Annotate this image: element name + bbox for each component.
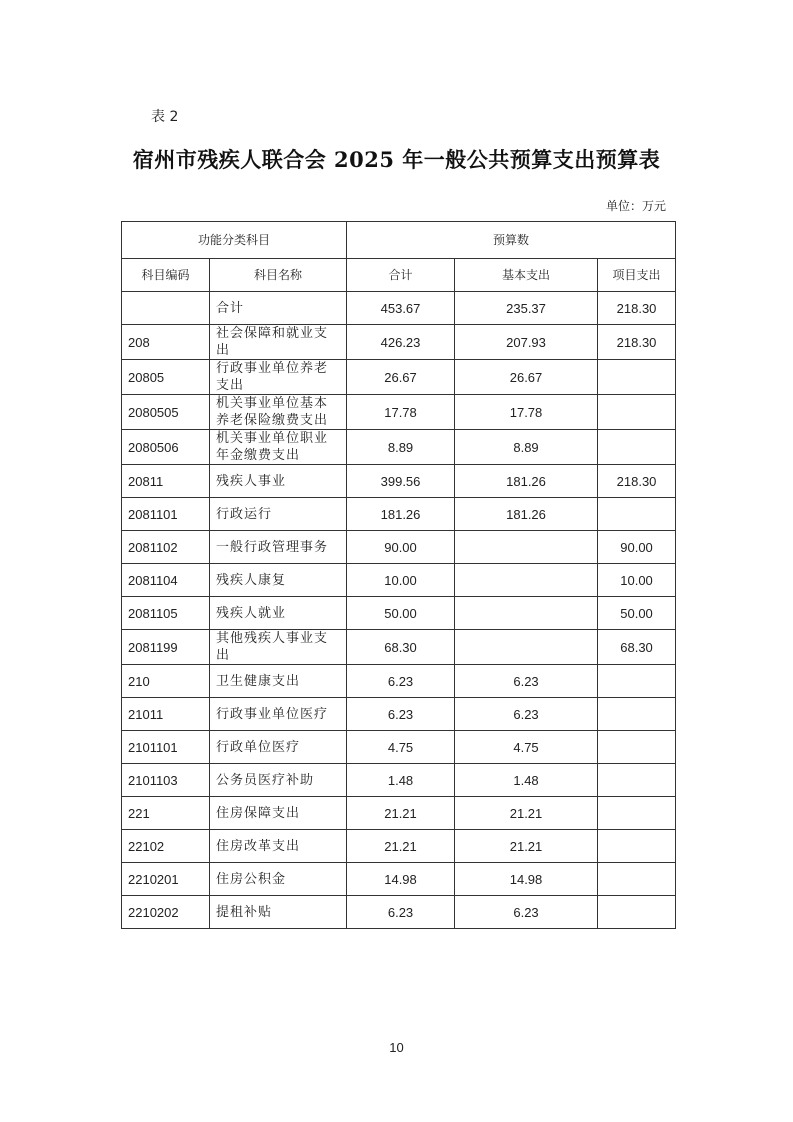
cell-subject-code: 22102	[122, 830, 210, 863]
cell-total: 426.23	[347, 325, 455, 360]
cell-subject-code: 2081102	[122, 531, 210, 564]
cell-total: 21.21	[347, 830, 455, 863]
cell-subject-name: 残疾人康复	[210, 564, 347, 597]
cell-subject-name: 行政事业单位养老支出	[210, 360, 347, 395]
cell-basic-expenditure: 6.23	[455, 665, 598, 698]
cell-subject-name: 住房保障支出	[210, 797, 347, 830]
column-header-row	[122, 259, 676, 292]
header-basic-expenditure: 基本支出	[455, 259, 598, 292]
cell-subject-code: 210	[122, 665, 210, 698]
table-row	[122, 292, 676, 325]
header-total: 合计	[347, 259, 455, 292]
cell-subject-code	[122, 292, 210, 325]
header-functional-category: 功能分类科目	[122, 222, 347, 259]
cell-total: 21.21	[347, 797, 455, 830]
cell-subject-name: 住房改革支出	[210, 830, 347, 863]
cell-total: 90.00	[347, 531, 455, 564]
cell-total: 14.98	[347, 863, 455, 896]
cell-project-expenditure	[598, 797, 676, 830]
cell-basic-expenditure	[455, 630, 598, 665]
cell-project-expenditure	[598, 896, 676, 929]
table-row	[122, 465, 676, 498]
cell-project-expenditure	[598, 698, 676, 731]
cell-subject-code: 2210202	[122, 896, 210, 929]
cell-subject-name: 住房公积金	[210, 863, 347, 896]
cell-subject-name: 机关事业单位职业年金缴费支出	[210, 430, 347, 465]
cell-total: 50.00	[347, 597, 455, 630]
cell-project-expenditure	[598, 430, 676, 465]
cell-project-expenditure	[598, 764, 676, 797]
cell-basic-expenditure: 207.93	[455, 325, 598, 360]
budget-table	[121, 221, 676, 929]
cell-subject-code: 20811	[122, 465, 210, 498]
document-title: 宿州市残疾人联合会 2025 年一般公共预算支出预算表	[132, 147, 661, 172]
header-subject-code: 科目编码	[122, 259, 210, 292]
cell-basic-expenditure: 6.23	[455, 698, 598, 731]
group-header-row	[122, 222, 676, 259]
cell-project-expenditure: 218.30	[598, 465, 676, 498]
table-row	[122, 360, 676, 395]
cell-total: 1.48	[347, 764, 455, 797]
cell-total: 181.26	[347, 498, 455, 531]
cell-project-expenditure	[598, 863, 676, 896]
cell-subject-code: 221	[122, 797, 210, 830]
cell-total: 399.56	[347, 465, 455, 498]
cell-basic-expenditure: 14.98	[455, 863, 598, 896]
cell-basic-expenditure: 8.89	[455, 430, 598, 465]
cell-total: 26.67	[347, 360, 455, 395]
cell-basic-expenditure	[455, 531, 598, 564]
cell-basic-expenditure: 181.26	[455, 465, 598, 498]
cell-project-expenditure	[598, 360, 676, 395]
cell-total: 8.89	[347, 430, 455, 465]
table-row	[122, 395, 676, 430]
cell-basic-expenditure: 21.21	[455, 830, 598, 863]
cell-subject-name: 行政事业单位医疗	[210, 698, 347, 731]
cell-subject-code: 2081101	[122, 498, 210, 531]
cell-project-expenditure	[598, 395, 676, 430]
cell-project-expenditure	[598, 731, 676, 764]
cell-subject-name: 其他残疾人事业支出	[210, 630, 347, 665]
table-row	[122, 564, 676, 597]
cell-total: 68.30	[347, 630, 455, 665]
table-row	[122, 830, 676, 863]
cell-subject-code: 2081105	[122, 597, 210, 630]
table-row	[122, 698, 676, 731]
unit-note: 单位：万元	[605, 199, 666, 213]
table-row	[122, 797, 676, 830]
table-row	[122, 731, 676, 764]
cell-project-expenditure	[598, 830, 676, 863]
cell-subject-name: 社会保障和就业支出	[210, 325, 347, 360]
cell-subject-name: 残疾人就业	[210, 597, 347, 630]
cell-project-expenditure: 90.00	[598, 531, 676, 564]
table-row	[122, 764, 676, 797]
cell-project-expenditure: 218.30	[598, 325, 676, 360]
cell-total: 6.23	[347, 896, 455, 929]
cell-project-expenditure: 50.00	[598, 597, 676, 630]
cell-basic-expenditure: 26.67	[455, 360, 598, 395]
cell-project-expenditure: 10.00	[598, 564, 676, 597]
header-budget-amount: 预算数	[347, 222, 676, 259]
cell-subject-name: 合计	[210, 292, 347, 325]
cell-subject-name: 行政单位医疗	[210, 731, 347, 764]
cell-subject-code: 2080506	[122, 430, 210, 465]
cell-basic-expenditure: 21.21	[455, 797, 598, 830]
cell-basic-expenditure	[455, 564, 598, 597]
cell-basic-expenditure: 235.37	[455, 292, 598, 325]
cell-basic-expenditure	[455, 597, 598, 630]
cell-subject-name: 一般行政管理事务	[210, 531, 347, 564]
cell-project-expenditure: 68.30	[598, 630, 676, 665]
header-subject-name: 科目名称	[210, 259, 347, 292]
cell-subject-name: 卫生健康支出	[210, 665, 347, 698]
cell-basic-expenditure: 6.23	[455, 896, 598, 929]
cell-subject-code: 2101101	[122, 731, 210, 764]
cell-subject-name: 公务员医疗补助	[210, 764, 347, 797]
cell-basic-expenditure: 1.48	[455, 764, 598, 797]
cell-total: 6.23	[347, 665, 455, 698]
cell-subject-name: 机关事业单位基本养老保险缴费支出	[210, 395, 347, 430]
cell-subject-code: 208	[122, 325, 210, 360]
header-project-expenditure: 项目支出	[598, 259, 676, 292]
table-row	[122, 863, 676, 896]
cell-subject-name: 残疾人事业	[210, 465, 347, 498]
cell-total: 10.00	[347, 564, 455, 597]
cell-basic-expenditure: 181.26	[455, 498, 598, 531]
table-row	[122, 325, 676, 360]
table-row	[122, 630, 676, 665]
cell-total: 6.23	[347, 698, 455, 731]
cell-basic-expenditure: 17.78	[455, 395, 598, 430]
cell-total: 4.75	[347, 731, 455, 764]
cell-subject-code: 2080505	[122, 395, 210, 430]
cell-subject-code: 2210201	[122, 863, 210, 896]
table-row	[122, 597, 676, 630]
table-row	[122, 665, 676, 698]
cell-subject-name: 提租补贴	[210, 896, 347, 929]
table-label: 表 2	[151, 109, 179, 125]
cell-subject-code: 20805	[122, 360, 210, 395]
cell-subject-name: 行政运行	[210, 498, 347, 531]
cell-project-expenditure: 218.30	[598, 292, 676, 325]
cell-subject-code: 2081199	[122, 630, 210, 665]
table-row	[122, 430, 676, 465]
cell-project-expenditure	[598, 665, 676, 698]
cell-subject-code: 2101103	[122, 764, 210, 797]
cell-basic-expenditure: 4.75	[455, 731, 598, 764]
page-number: 10	[389, 1040, 404, 1055]
cell-project-expenditure	[598, 498, 676, 531]
cell-total: 453.67	[347, 292, 455, 325]
table-row	[122, 531, 676, 564]
table-row	[122, 896, 676, 929]
cell-subject-code: 2081104	[122, 564, 210, 597]
cell-subject-code: 21011	[122, 698, 210, 731]
table-row	[122, 498, 676, 531]
cell-total: 17.78	[347, 395, 455, 430]
